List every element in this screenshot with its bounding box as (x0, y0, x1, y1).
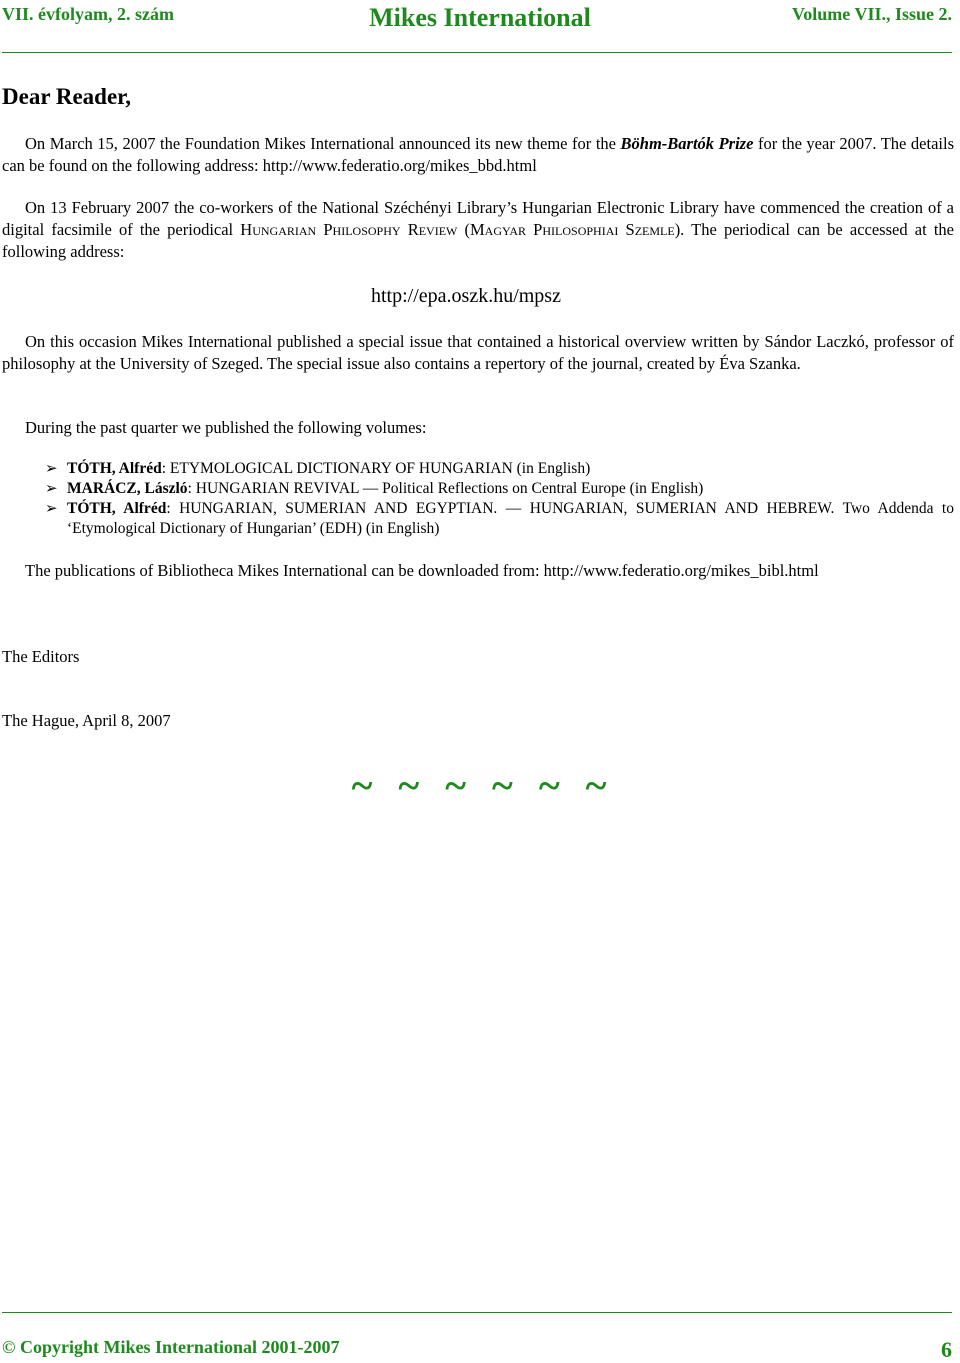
arrow-bullet-icon: ➢ (45, 461, 58, 477)
volume-author: TÓTH, Alfréd (67, 500, 167, 517)
journal-title-hu: Magyar Philosophiai Szemle (470, 220, 675, 239)
paragraph-facsimile-text-a: On 13 February 2007 the co-workers of the National Széchényi Library’s Hungarian Electronic Library have commenced the creation of a digital facsimile of the periodical (2, 198, 954, 239)
header-rule (2, 52, 952, 53)
tilde-glyph: ~ (351, 763, 375, 808)
tilde-glyph: ~ (585, 763, 609, 808)
signature: The Editors (2, 647, 80, 666)
tilde-divider (0, 762, 960, 809)
paragraph-facsimile: On 13 February 2007 the co-workers of the National Széchényi Library’s Hungarian Electronic Library have commenced the creation of a digital facsimile of the periodical Hungarian Philosophy Review (Magyar Philosophiai Szemle). The periodical can be accessed at the following address: (2, 198, 954, 261)
paragraph-prize-text-a: On March 15, 2007 the Foundation Mikes International announced its new theme for the (25, 134, 621, 153)
epa-url[interactable]: http://epa.oszk.hu/mpsz (371, 285, 561, 307)
paragraph-prize (2, 133, 954, 177)
paragraph-publications: The publications of Bibliotheca Mikes International can be downloaded from: http://www.federatio.org/mikes_bibl.html (25, 561, 819, 580)
paragraph-special-issue: On this occasion Mikes International published a special issue that contained a historical overview written by Sándor Laczkó, professor of philosophy at the University of Szeged. The special issue also contains a repertory of the journal, created by Éva Szanka. (2, 332, 954, 373)
tilde-glyph: ~ (445, 763, 468, 808)
volume-title: : HUNGARIAN REVIVAL — Political Reflections on Central Europe (in English) (187, 480, 704, 497)
header-left: VII. évfolyam, 2. szám (2, 4, 174, 24)
tilde-glyph: ~ (538, 763, 562, 808)
greeting: Dear Reader, (2, 84, 132, 109)
list-item (2, 459, 954, 479)
prize-name: Böhm-Bartók Prize (620, 134, 754, 153)
volume-author: MARÁCZ, László (67, 480, 188, 497)
header-title: Mikes International (369, 3, 591, 32)
paragraph-volumes-intro: During the past quarter we published the following volumes: (25, 418, 427, 437)
tilde-glyph: ~ (398, 763, 422, 808)
tilde-glyph: ~ (492, 763, 515, 808)
volume-author: TÓTH, Alfréd (67, 460, 162, 477)
list-item (2, 479, 954, 499)
footer-rule (2, 1312, 952, 1313)
volumes-list (2, 459, 954, 539)
header-right: Volume VII., Issue 2. (791, 4, 952, 24)
volume-title: : HUNGARIAN, SUMERIAN AND EGYPTIAN. — HUNGARIAN, SUMERIAN AND HEBREW. Two Addenda to ‘Etymological Dictionary of Hungarian’ (EDH) (in English) (67, 500, 954, 537)
arrow-bullet-icon: ➢ (45, 501, 58, 517)
paragraph-prize-text-b: for the year 2007. The details can be found on the following address: http://www.federatio.org/mikes_bbd.html (2, 134, 954, 175)
paragraph-facsimile-text-c: ). The periodical can be accessed at the following address: (2, 220, 954, 261)
arrow-bullet-icon: ➢ (45, 481, 58, 497)
journal-title: Hungarian Philosophy Review (240, 220, 458, 239)
place-date: The Hague, April 8, 2007 (2, 711, 171, 730)
volume-title: : ETYMOLOGICAL DICTIONARY OF HUNGARIAN (in English) (161, 460, 591, 477)
footer-copyright: © Copyright Mikes International 2001-2007 (2, 1337, 340, 1357)
list-item (2, 499, 954, 539)
page-number: 6 (941, 1337, 952, 1362)
